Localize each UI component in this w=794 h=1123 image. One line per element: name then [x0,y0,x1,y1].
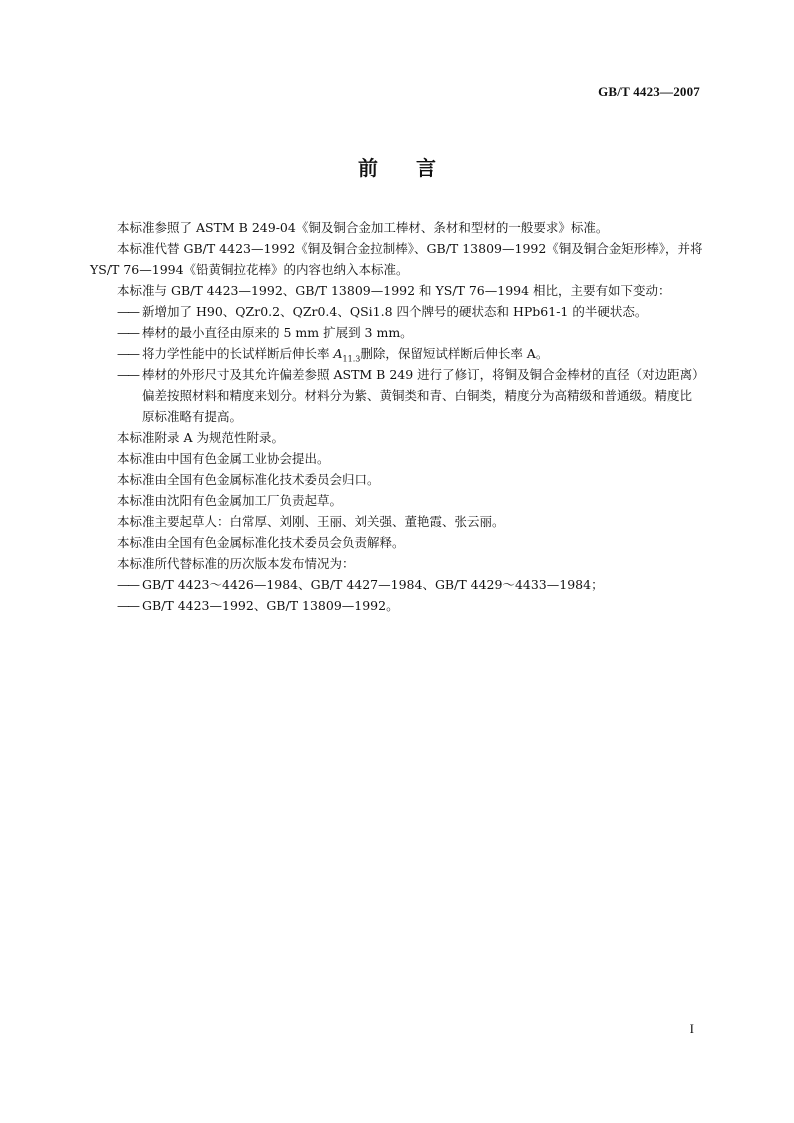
history-text: GB/T 4423—1992、GB/T 13809—1992。 [142,598,399,613]
paragraph-history-intro: 本标准所代替标准的历次版本发布情况为： [117,556,355,571]
paragraph-replaces: 本标准代替 GB/T 4423—1992《铜及铜合金拉制棒》、GB/T 13809—1992《铜及铜合金矩形棒》，并将 YS/T 76—1994《铅黄铜拉花棒》的内容也纳入本标准。 [90,241,703,277]
standard-code: GB/T 4423—2007 [598,84,700,99]
change-item [90,301,704,322]
document-body [90,217,704,616]
change-text: 新增加了 H90、QZr0.2、QZr0.4、QSi1.8 四个牌号的硬状态和 HPb61-1 的半硬状态。 [142,304,648,319]
paragraph-drafting-unit: 本标准由沈阳有色金属加工厂负责起草。 [117,493,343,508]
paragraph-reference: 本标准参照了 ASTM B 249-04《铜及铜合金加工棒材、条材和型材的一般要求》标准。 [117,220,609,235]
change-text: 棒材的最小直径由原来的 5 mm 扩展到 3 mm。 [142,325,413,340]
paragraph-centralized: 本标准由全国有色金属标准化技术委员会归口。 [117,472,380,487]
paragraph-interpretation: 本标准由全国有色金属标准化技术委员会负责解释。 [117,535,405,550]
page-number: I [689,1021,694,1036]
history-item [90,595,704,616]
change-text: 棒材的外形尺寸及其允许偏差参照 ASTM B 249 进行了修订，将铜及铜合金棒材的直径（对边距离）偏差按照材料和精度来划分。材料分为紫、黄铜类和青、白铜类，精度分为高精级和普通级。精度比原标准略有提高。 [142,367,699,424]
change-text-before: 将力学性能中的长试样断后伸长率 [142,346,334,361]
dash-mark: —— [117,325,138,340]
dash-mark: —— [117,346,138,361]
dash-mark: —— [117,598,138,613]
change-text-after: 删除，保留短试样断后伸长率 A。 [360,346,549,361]
history-text: GB/T 4423～4426—1984、GB/T 4427—1984、GB/T 4429～4433—1984； [142,577,604,592]
paragraph-drafters: 本标准主要起草人：白常厚、刘刚、王丽、刘关强、董艳霞、张云丽。 [117,514,505,529]
paragraph-proposer: 本标准由中国有色金属工业协会提出。 [117,451,330,466]
change-item [90,364,704,427]
dash-mark: —— [117,577,138,592]
change-item [90,343,704,364]
history-item [90,574,704,595]
page-title: 前言 [358,156,474,180]
dash-mark: —— [117,304,138,319]
paragraph-changes-intro: 本标准与 GB/T 4423—1992、GB/T 13809—1992 和 YS/T 76—1994 相比，主要有如下变动： [117,283,671,298]
paragraph-annex: 本标准附录 A 为规范性附录。 [117,430,284,445]
elongation-symbol: A [333,346,343,361]
elongation-subscript: 11.3 [342,354,361,364]
change-item [90,322,704,343]
dash-mark: —— [117,367,138,382]
